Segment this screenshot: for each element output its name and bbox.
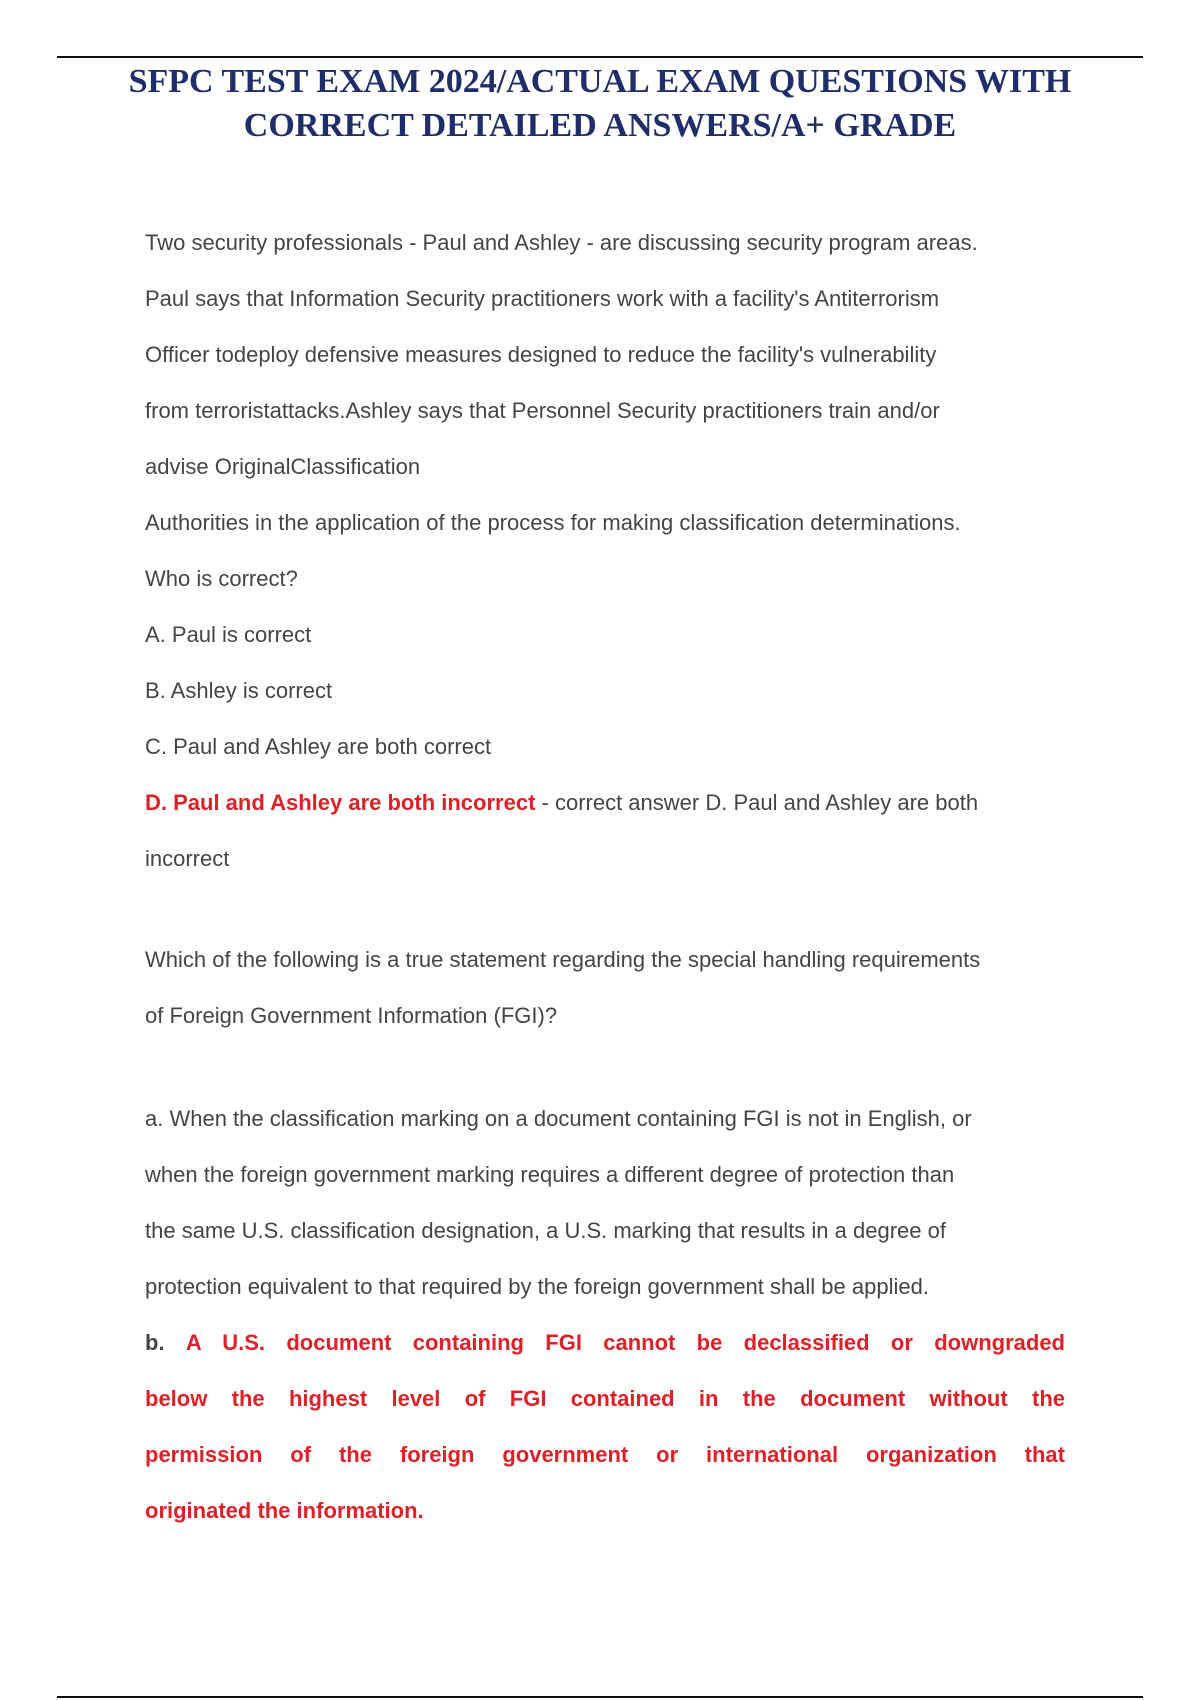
option-a-line: protection equivalent to that required by the foreign government shall be applied. [145,1274,929,1299]
page-title [0,60,1200,148]
question-text-line: Two security professionals - Paul and Ashley - are discussing security program areas. [145,230,978,255]
option-b: B. Ashley is correct [145,678,333,703]
question-text-line: advise OriginalClassification [145,454,421,479]
spacer [145,1044,1065,1091]
title-line-2: CORRECT DETAILED ANSWERS/A+ GRADE [243,107,957,144]
question-1 [145,215,1065,887]
correct-option-b-line: permission of the foreign government or international organization that [145,1442,1065,1467]
correct-option-b-line [145,1315,1065,1371]
question-text-line: Authorities in the application of the process for making classification determinations. [145,510,961,535]
correct-option-b-line: below the highest level of FGI contained in the document without the [145,1386,1065,1411]
option-a: A. Paul is correct [145,622,312,647]
document-body [145,215,1065,1539]
question-text-line: Officer todeploy defensive measures designed to reduce the facility's vulnerability [145,342,937,367]
question-text-line: Which of the following is a true statement regarding the special handling requirements [145,947,981,972]
question-text-line: Paul says that Information Security practitioners work with a facility's Antiterrorism [145,286,940,311]
question-text-line: Who is correct? [145,566,298,591]
question-2 [145,932,1065,1539]
spacer [145,887,1065,932]
correct-option-d: D. Paul and Ashley are both incorrect [145,790,536,815]
option-c: C. Paul and Ashley are both correct [145,734,492,759]
option-a-line: when the foreign government marking requires a different degree of protection than [145,1162,955,1187]
title-line-1: SFPC TEST EXAM 2024/ACTUAL EXAM QUESTIONS WITH [128,63,1072,100]
answer-explanation: - correct answer D. Paul and Ashley are both [535,790,979,815]
option-b-text: A U.S. document containing FGI cannot be declassified or downgraded [185,1330,1065,1355]
option-b-label: b. [145,1330,165,1355]
correct-option-b-line: originated the information. [145,1498,424,1523]
answer-explanation-tail: incorrect [145,846,230,871]
bottom-rule [57,1696,1143,1698]
top-rule [57,56,1143,58]
option-a-line: a. When the classification marking on a document containing FGI is not in English, or [145,1106,972,1131]
question-text-line: of Foreign Government Information (FGI)? [145,1003,558,1028]
question-text-line: from terroristattacks.Ashley says that Personnel Security practitioners train and/or [145,398,940,423]
option-a-line: the same U.S. classification designation, a U.S. marking that results in a degree of [145,1218,946,1243]
answer-line [145,775,1065,831]
